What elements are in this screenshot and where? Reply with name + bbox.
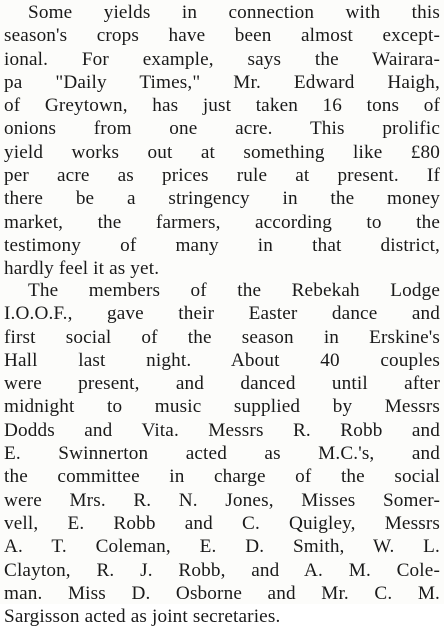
text-line: onions from one acre. This prolific (4, 118, 440, 140)
text-line: Sargisson acted as joint secretaries. (4, 606, 281, 628)
text-line: Hall last night. About 40 couples (4, 349, 440, 371)
text-line: testimony of many in that district, (4, 234, 440, 256)
paragraph-crop-yields (4, 1, 440, 281)
text-line: man. Miss D. Osborne and Mr. C. M. (4, 582, 440, 604)
text-line: Dodds and Vita. Messrs R. Robb and (4, 419, 440, 441)
text-line: first social of the season in Erskine's (4, 326, 440, 348)
text-line: per acre as prices rule at present. If (4, 165, 440, 187)
text-line: there be a stringency in the money (4, 188, 440, 210)
text-line: market, the farmers, according to the (4, 211, 440, 233)
text-line: The members of the Rebekah Lodge (28, 280, 440, 301)
text-line: season's crops have been almost except- (4, 25, 440, 47)
text-line: of Greytown, has just taken 16 tons of (4, 95, 440, 117)
text-line: I.O.O.F., gave their Easter dance and (4, 303, 440, 325)
text-line: midnight to music supplied by Messrs (4, 396, 440, 418)
text-line: Clayton, R. J. Robb, and A. M. Cole- (4, 559, 440, 581)
text-line: vell, E. Robb and C. Quigley, Messrs (4, 512, 440, 534)
paragraph-rebekah-lodge (4, 279, 440, 628)
text-line: were present, and danced until after (4, 373, 440, 395)
text-line: were Mrs. R. N. Jones, Misses Somer- (4, 489, 440, 511)
text-line: ional. For example, says the Wairara- (4, 48, 440, 70)
text-line: hardly feel it as yet. (4, 258, 160, 280)
text-line: Some yields in connection with this (28, 2, 440, 23)
text-line: A. T. Coleman, E. D. Smith, W. L. (4, 536, 440, 558)
text-line: the committee in charge of the social (4, 466, 440, 488)
text-line: pa "Daily Times," Mr. Edward Haigh, (4, 71, 440, 93)
text-line: yield works out at something like £80 (4, 141, 440, 163)
text-line: E. Swinnerton acted as M.C.'s, and (4, 443, 440, 465)
